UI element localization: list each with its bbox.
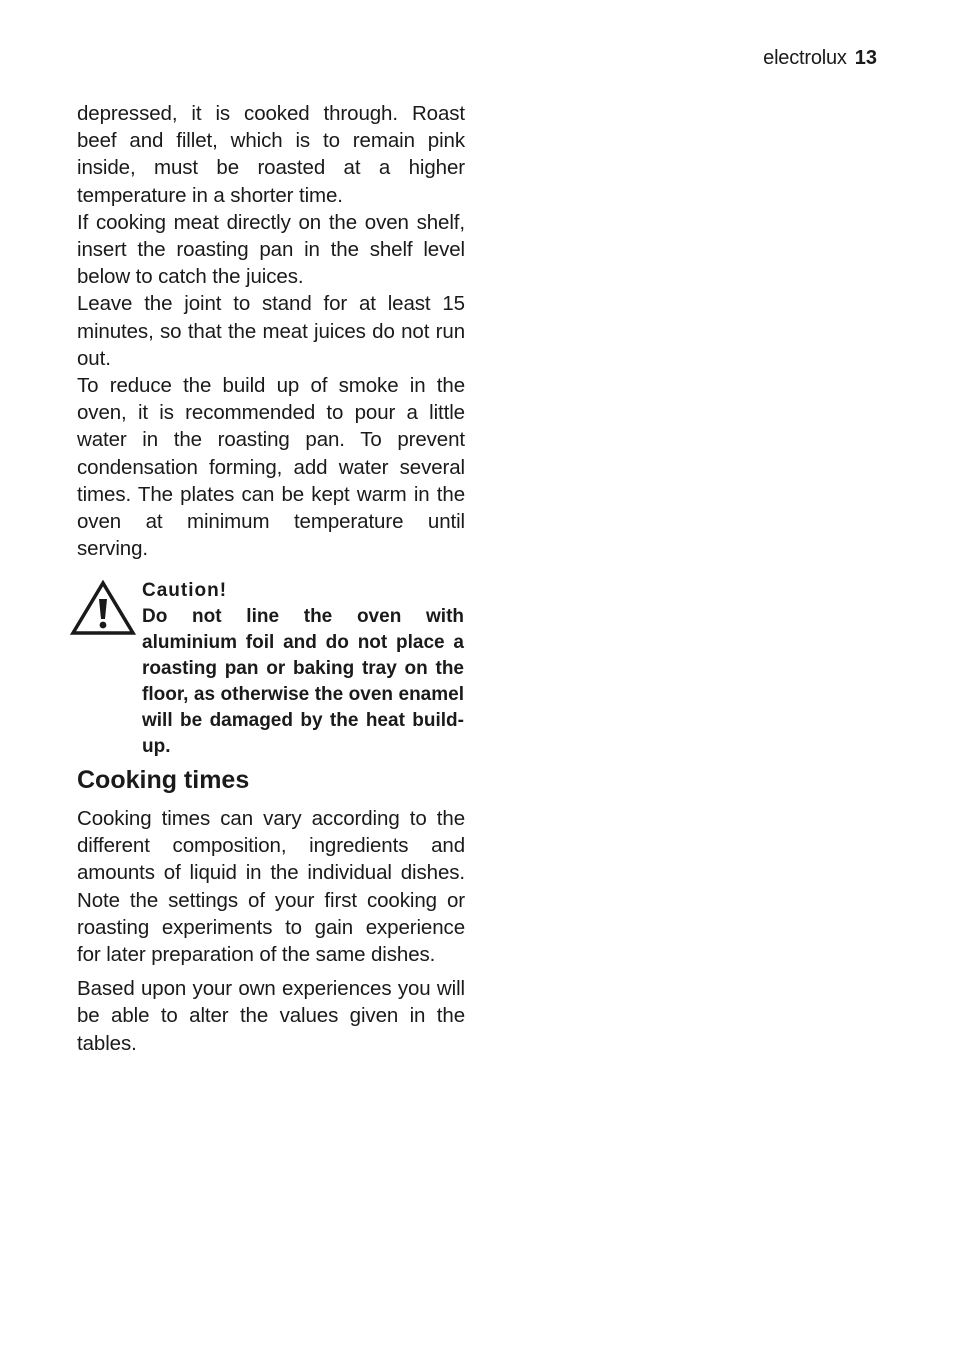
caution-text	[142, 578, 464, 760]
paragraph-own-experiences: Based upon your own experiences you will be able to alter the values given in the tables.	[77, 977, 465, 1055]
section-heading-cooking-times: Cooking times	[77, 766, 250, 794]
warning-triangle-icon	[70, 580, 136, 636]
page-number: 13	[854, 47, 877, 69]
page-header	[763, 44, 877, 72]
brand-name: electrolux	[763, 47, 847, 69]
caution-title: Caution!	[142, 580, 228, 601]
caution-body: Do not line the oven with aluminium foil and do not place a roasting pan or baking tray on the floor, as otherwise the oven enamel will be damaged by the heat build-up.	[142, 606, 464, 757]
intro-text-block	[77, 100, 465, 562]
paragraph-roast-beef: depressed, it is cooked through. Roast beef and fillet, which is to remain pink inside, must be roasted at a higher temperature in a shorter time.	[77, 102, 465, 207]
paragraph-reduce-smoke: To reduce the build up of smoke in the oven, it is recommended to pour a little water in the roasting pan. To prevent condensation forming, add water several times. The plates can be kept warm in the oven at minimum temperature until serving.	[77, 374, 465, 561]
paragraph-oven-shelf: If cooking meat directly on the oven shelf, insert the roasting pan in the shelf level below to catch the juices.	[77, 210, 465, 289]
paragraph-cooking-times-vary: Cooking times can vary according to the different composition, ingredients and amounts of liquid in the individual dishes. Note the settings of your first cooking or roasting experiments to gain experience for later preparation of the same dishes.	[77, 807, 465, 967]
cooking-times-text-block	[77, 805, 465, 1057]
paragraph-stand-joint: Leave the joint to stand for at least 15 minutes, so that the meat juices do not run out.	[77, 292, 465, 370]
